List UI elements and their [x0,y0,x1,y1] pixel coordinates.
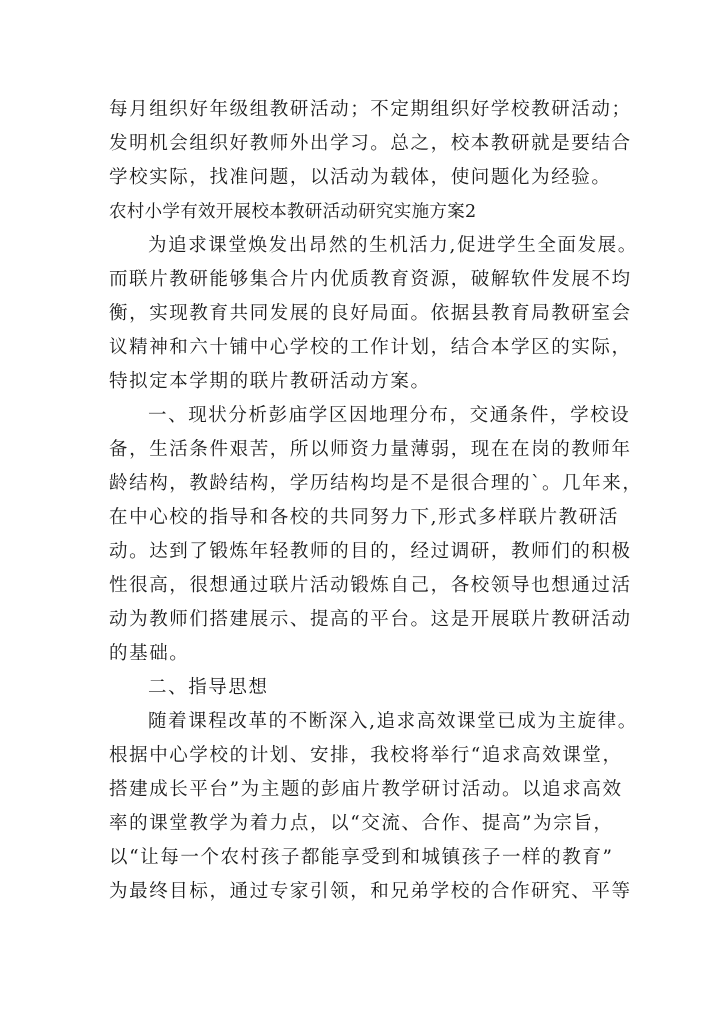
text-line: 为最终目标，通过专家引领，和兄弟学校的合作研究、平等 [109,881,632,902]
text-line: 而联片教研能够集合片内优质教育资源，破解软件发展不均 [109,269,632,290]
text-line: 搭建成长平台”为主题的彭庙片教学研讨活动。以追求高效 [109,779,623,800]
text-line: 衡，实现教育共同发展的良好局面。依据县教育局教研室会 [109,303,632,324]
text-line: 率的课堂教学为着力点，以“交流、合作、提高”为宗旨， [109,813,614,834]
paragraph-start: 一、现状分析彭庙学区因地理分布，交通条件，学校设 [148,405,631,426]
text-line: 的基础。 [109,643,190,664]
text-line: 备，生活条件艰苦，所以师资力量薄弱，现在在岗的教师年 [109,439,632,460]
text-line: 每月组织好年级组教研活动；不定期组织好学校教研活动； [109,99,632,120]
text-line: 在中心校的指导和各校的共同努力下,形式多样联片教研活 [109,507,619,528]
text-line: 议精神和六十铺中心学校的工作计划，结合本学区的实际， [109,337,632,358]
text-line: 学校实际，找准问题，以活动为载体，使问题化为经验。 [109,167,612,188]
text-line: 龄结构，教龄结构，学历结构均是不是很合理的`。几年来， [109,473,643,494]
text-line: 以“让每一个农村孩子都能享受到和城镇孩子一样的教育” [109,847,614,868]
text-line: 发明机会组织好教师外出学习。总之，校本教研就是要结合 [109,133,632,154]
text-line: 特拟定本学期的联片教研活动方案。 [109,371,431,392]
section-heading: 二、指导思想 [148,677,269,698]
paragraph-start: 为追求课堂焕发出昂然的生机活力,促进学生全面发展。 [148,235,638,256]
text-line: 性很高，很想通过联片活动锻炼自己，各校领导也想通过活 [109,575,632,596]
text-line: 动为教师们搭建展示、提高的平台。这是开展联片教研活动 [109,609,632,630]
section-title: 农村小学有效开展校本教研活动研究实施方案2 [109,202,477,222]
text-line: 动。达到了锻炼年轻教师的目的，经过调研，教师们的积极 [109,541,632,562]
paragraph-start: 随着课程改革的不断深入,追求高效课堂已成为主旋律。 [148,711,638,732]
text-line: 根据中心学校的计划、安排，我校将举行“追求高效课堂， [109,745,623,766]
